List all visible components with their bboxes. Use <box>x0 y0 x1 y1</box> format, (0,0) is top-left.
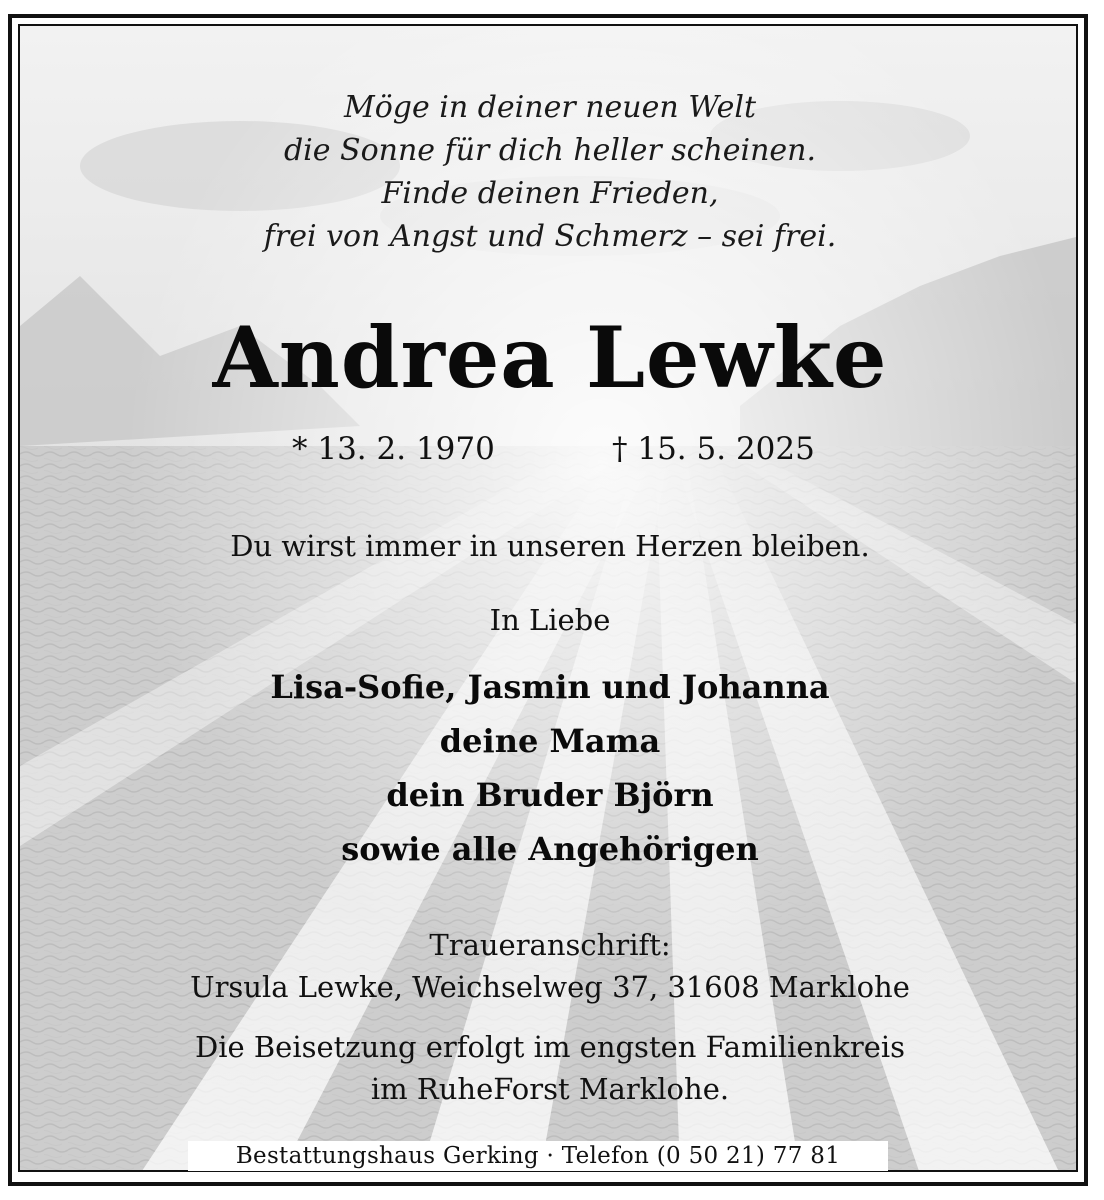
mourner-line: Lisa-Sofie, Jasmin und Johanna <box>270 668 830 706</box>
mourner-line: deine Mama <box>439 722 661 760</box>
mourning-address <box>20 924 1078 1008</box>
mourners-list <box>20 660 1078 876</box>
poem-line: Finde deinen Frieden, <box>381 176 719 211</box>
funeral-home-footer: Bestattungshaus Gerking · Telefon (0 50 21) 77 81 <box>188 1141 888 1171</box>
deceased-name: Andrea Lewke <box>212 308 888 407</box>
poem-line: frei von Angst und Schmerz – sei frei. <box>263 219 837 254</box>
burial-line: Die Beisetzung erfolgt im engsten Familienkreis <box>194 1030 906 1064</box>
poem <box>20 86 1078 258</box>
poem-line: Möge in deiner neuen Welt <box>343 90 757 125</box>
in-love-label: In Liebe <box>489 603 611 637</box>
memorial-message: Du wirst immer in unseren Herzen bleiben. <box>230 529 870 563</box>
poem-line: die Sonne für dich heller scheinen. <box>283 133 817 168</box>
burial-info <box>20 1026 1078 1110</box>
death-date: † 15. 5. 2025 <box>612 431 815 467</box>
obituary-notice <box>8 14 1088 1186</box>
mourner-line: sowie alle Angehörigen <box>341 830 759 868</box>
birth-date: * 13. 2. 1970 <box>292 431 495 467</box>
address-label: Traueranschrift: <box>429 928 671 962</box>
burial-line: im RuheForst Marklohe. <box>370 1072 730 1106</box>
mourner-line: dein Bruder Björn <box>386 776 714 814</box>
address-value: Ursula Lewke, Weichselweg 37, 31608 Marklohe <box>190 970 910 1004</box>
notice-content <box>20 26 1078 1172</box>
inner-border <box>18 24 1078 1172</box>
